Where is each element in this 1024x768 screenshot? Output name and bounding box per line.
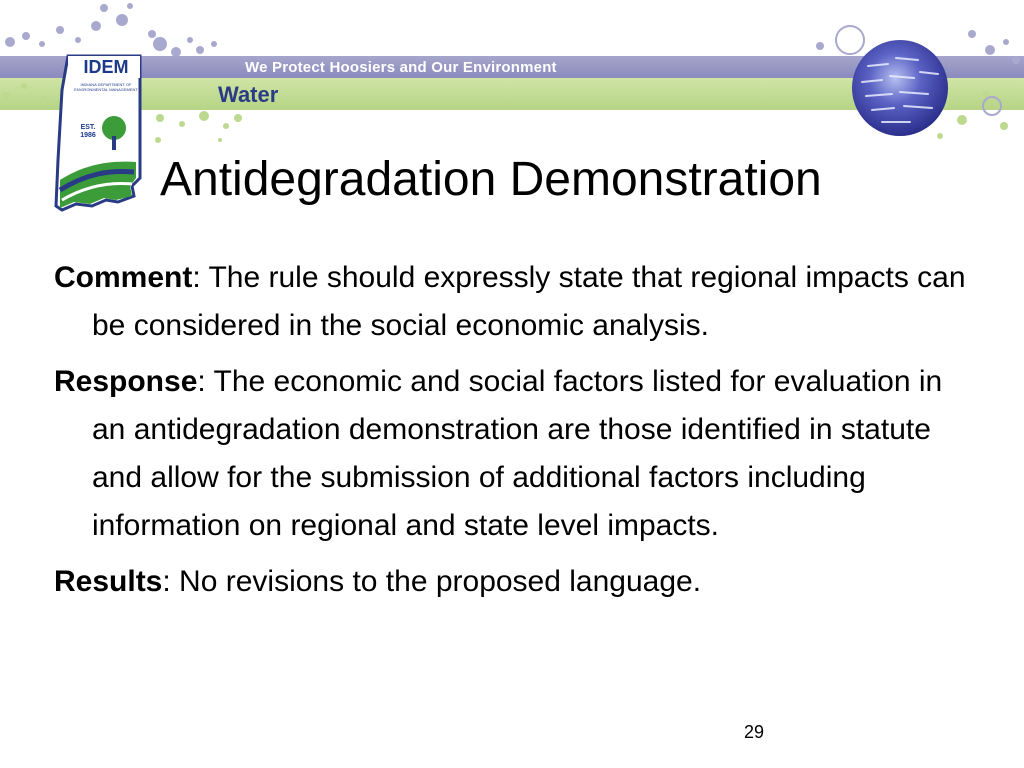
page-number: 29 [744,722,765,742]
logo-department-name: INDIANA DEPARTMENT OF ENVIRONMENTAL MANAGEMENT [74,82,138,92]
logo-established: EST. 1986 [80,124,96,139]
slogan-text: We Protect Hoosiers and Our Environment [245,59,557,76]
section-label: Water [218,82,279,107]
comment-label: Comment [54,261,193,294]
results-text: : No revisions to the proposed language. [162,565,702,598]
results-label: Results [54,565,163,598]
comment-text: : The rule should expressly state that regional impacts can be considered in the social economic analysis. [92,261,966,342]
response-label: Response [54,365,198,398]
logo-agency-name: IDEM [83,57,129,77]
header-banner [0,0,1024,150]
response-paragraph [54,358,974,550]
response-text: : The economic and social factors listed for evaluation in an antidegradation demonstration are those identified in statute and allow for the submission of additional factors including information on regional and state level impacts. [92,365,943,542]
results-paragraph [54,558,974,606]
comment-paragraph [54,254,974,350]
slide-title: Antidegradation Demonstration [160,153,822,206]
slide-body [54,254,974,614]
water-globe-icon [848,36,952,140]
